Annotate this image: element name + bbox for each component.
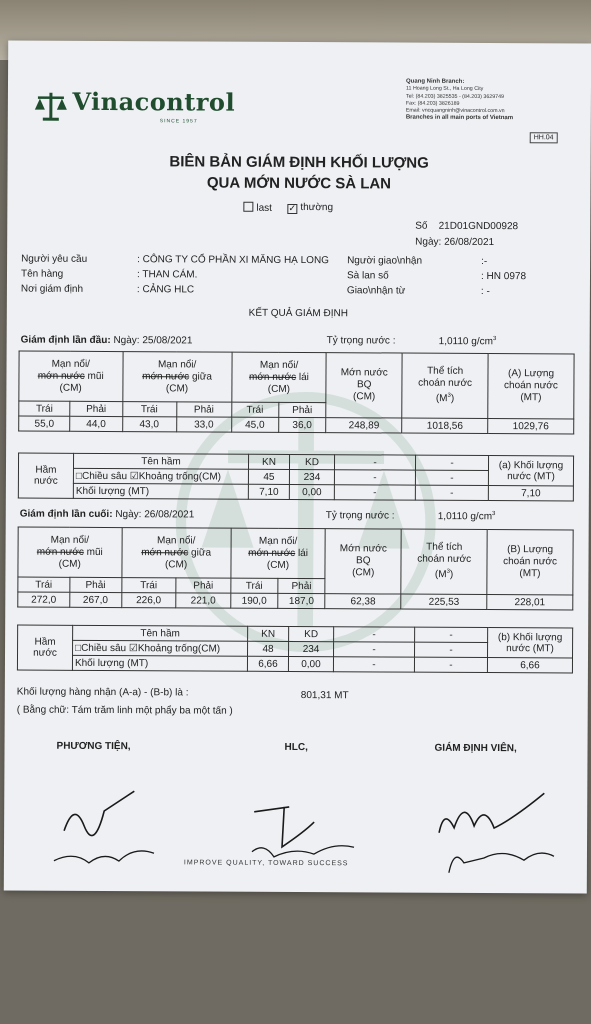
last-survey-label: Giám định lần cuối: Ngày: 26/08/2021 <box>19 508 195 521</box>
right-header: Phải <box>278 402 326 417</box>
cell: 190,0 <box>230 593 277 608</box>
from-value: : - <box>480 285 490 298</box>
cell: 225,53 <box>401 594 487 609</box>
barge-label: Sà lan số <box>346 270 389 282</box>
cell: 45 <box>248 469 289 484</box>
cell: - <box>334 470 415 485</box>
total-label: Khối lượng hàng nhận (A-a) - (B-b) là : <box>16 686 189 699</box>
cell: - <box>415 485 488 500</box>
cell: - <box>415 642 488 657</box>
avg-draft-header: Mớn nước BQ (CM) <box>326 353 402 418</box>
cell: - <box>415 627 488 642</box>
company-logo <box>34 87 235 125</box>
cell: 226,0 <box>121 593 176 608</box>
cell: 0,00 <box>288 656 333 671</box>
requester-value: : CÔNG TY CỔ PHẦN XI MĂNG HẠ LONG <box>137 254 330 267</box>
first-values-row <box>19 416 574 434</box>
total-in-words: ( Bằng chữ: Tám trăm linh một phẩy ba một tấn ) <box>16 704 233 717</box>
mid-header: Mạn nổi/ mớn nước giữa (CM) <box>122 352 231 403</box>
cell: - <box>334 627 415 642</box>
form-code: HH.04 <box>530 132 558 143</box>
place-value: : CẢNG HLC <box>136 284 195 296</box>
checkbox-empty-icon <box>243 202 253 212</box>
bow-header: Mạn nổi/ mớn nước mũi (CM) <box>18 527 122 578</box>
left-header: Trái <box>121 578 176 593</box>
kn-header: KN <box>248 454 289 469</box>
cell: 7,10 <box>248 484 289 499</box>
cell: - <box>334 485 415 500</box>
option-normal: ✓ thường <box>288 202 334 214</box>
left-header: Trái <box>231 402 278 417</box>
deliverer-label: Người giao\nhận <box>347 255 423 267</box>
avg-draft-header: Mớn nước BQ (CM) <box>325 529 401 594</box>
cell: 45,0 <box>231 417 278 432</box>
logo-since: SINCE 1957 <box>159 118 198 125</box>
document-sheet <box>4 40 591 893</box>
requester-label: Người yêu cầu <box>21 253 88 265</box>
ballast-label: Hầm nước <box>17 625 72 670</box>
report-number: Số 21D01GND00928 <box>415 220 519 233</box>
goods-label: Tên hàng <box>20 268 64 280</box>
bow-header: Mạn nổi/ mớn nước mũi (CM) <box>19 351 123 402</box>
cell: 248,89 <box>326 418 402 433</box>
result-title: KẾT QUẢ GIÁM ĐỊNH <box>248 307 348 320</box>
kn-header: KN <box>248 626 289 641</box>
cell: 1018,56 <box>402 418 488 433</box>
cell: 267,0 <box>69 592 121 607</box>
title-line-2: QUA MỚN NƯỚC SÀ LAN <box>206 174 392 193</box>
first-survey-label: Giám định lần đầu: Ngày: 25/08/2021 <box>20 334 193 347</box>
report-date: Ngày: 26/08/2021 <box>415 236 495 249</box>
cell: 1029,76 <box>488 418 574 433</box>
logo-name: Vinacontrol <box>72 86 236 117</box>
right-header: Phải <box>70 401 122 416</box>
right-header: Phải <box>278 578 325 593</box>
left-header: Trái <box>122 402 176 417</box>
from-label: Giao\nhận từ <box>346 285 406 297</box>
cell: 272,0 <box>18 592 70 607</box>
kd-header: KD <box>289 626 334 641</box>
sign-vehicle-label: PHƯƠNG TIỆN, <box>56 740 131 753</box>
ballast-result-header: (a) Khối lượng nước (MT) <box>488 456 573 486</box>
first-ballast-table <box>18 453 574 502</box>
ballast-label: Hầm nước <box>18 453 73 498</box>
stern-header: Mạn nổi/ mớn nước lái (CM) <box>231 528 326 578</box>
cell: 36,0 <box>278 417 326 432</box>
cell: 187,0 <box>278 593 325 608</box>
first-density-value: 1,0110 $g/cm^3$ <box>438 336 497 348</box>
last-ballast-table <box>17 625 573 674</box>
tank-name-header: Tên hầm <box>73 625 248 641</box>
ballast-depth-row: □Chiều sâu ☑Khoảng trống(CM) <box>73 640 248 656</box>
last-values-row <box>18 592 573 610</box>
ballast-weight-row: Khối lượng (MT) <box>72 655 247 671</box>
option-last: last <box>243 202 272 214</box>
left-header: Trái <box>18 577 70 592</box>
cell: - <box>414 657 487 672</box>
cell: 33,0 <box>176 417 231 432</box>
cell: 234 <box>289 469 334 484</box>
last-draft-table <box>17 527 573 611</box>
total-value: 801,31 MT <box>300 690 349 702</box>
cell: 228,01 <box>487 594 573 609</box>
cell: 44,0 <box>70 416 122 431</box>
branch-line: 11 Hoang Long St., Ha Long City <box>405 85 484 93</box>
ballast-result-value: 7,10 <box>488 485 573 500</box>
place-label: Nơi giám định <box>20 283 84 295</box>
cell: 0,00 <box>289 484 334 499</box>
goods-value: : THAN CÁM. <box>136 269 198 281</box>
mid-header: Mạn nổi/ mớn nước giữa (CM) <box>121 528 230 579</box>
title-line-1: BIÊN BẢN GIÁM ĐỊNH KHỐI LƯỢNG <box>169 153 429 172</box>
left-header: Trái <box>231 578 278 593</box>
branch-name: Quang Ninh Branch: <box>406 78 465 85</box>
displacement-header: (A) Lượng choán nước (MT) <box>488 353 574 418</box>
ballast-result-value: 6,66 <box>487 657 572 672</box>
first-draft-table <box>18 351 574 435</box>
branch-line: Fax: (84.203) 3826189 <box>405 100 460 107</box>
first-density-label: Tỷ trọng nước : <box>326 335 396 347</box>
cell: 62,38 <box>325 594 401 609</box>
branch-info <box>406 79 513 123</box>
volume-header: Thể tích choán nước $(M^3)$ <box>401 529 487 594</box>
cell: - <box>334 455 415 470</box>
footer-slogan: IMPROVE QUALITY, TOWARD SUCCESS <box>183 859 349 868</box>
right-header: Phải <box>70 577 122 592</box>
stern-header: Mạn nổi/ mớn nước lái (CM) <box>232 352 327 402</box>
vehicle-signature <box>44 781 174 872</box>
ballast-weight-row: Khối lượng (MT) <box>73 483 248 499</box>
sign-hlc-label: HLC, <box>284 741 308 754</box>
tank-name-header: Tên hầm <box>73 453 248 469</box>
cell: 48 <box>248 641 289 656</box>
ballast-depth-row: □Chiều sâu ☑Khoảng trống(CM) <box>73 468 248 484</box>
cell: 6,66 <box>247 656 288 671</box>
last-density-label: Tỷ trọng nước : <box>325 510 395 522</box>
deliverer-value: :- <box>481 255 488 267</box>
sign-inspector-label: GIÁM ĐỊNH VIÊN, <box>434 742 517 755</box>
branch-line: Email: vncquangninh@vinacontrol.com.vn <box>405 107 505 115</box>
cell: 221,0 <box>176 593 231 608</box>
cell: - <box>415 470 488 485</box>
left-header: Trái <box>19 401 70 416</box>
cell: 55,0 <box>19 416 70 431</box>
cell: 43,0 <box>122 417 176 432</box>
cell: - <box>334 642 415 657</box>
volume-header: Thể tích choán nước $(M^3)$ <box>402 353 488 418</box>
cell: - <box>415 455 488 470</box>
ballast-result-header: (b) Khối lượng nước (MT) <box>488 627 573 657</box>
last-density-value: 1,0110 $g/cm^3$ <box>437 511 496 523</box>
checkbox-checked-icon: ✓ <box>288 202 297 213</box>
branch-line: Branches in all main ports of Vietnam <box>405 115 514 122</box>
barge-value: : HN 0978 <box>480 270 527 283</box>
displacement-header: (B) Lượng choán nước (MT) <box>487 529 573 594</box>
kd-header: KD <box>289 454 334 469</box>
cell: 234 <box>289 641 334 656</box>
scale-logo-icon <box>34 89 68 121</box>
inspector-signature <box>424 788 564 879</box>
cell: - <box>333 657 414 672</box>
right-header: Phải <box>176 402 231 417</box>
right-header: Phải <box>176 578 231 593</box>
branch-line: Tel: (84.203) 3825535 - (84.203) 3629749 <box>405 93 505 100</box>
